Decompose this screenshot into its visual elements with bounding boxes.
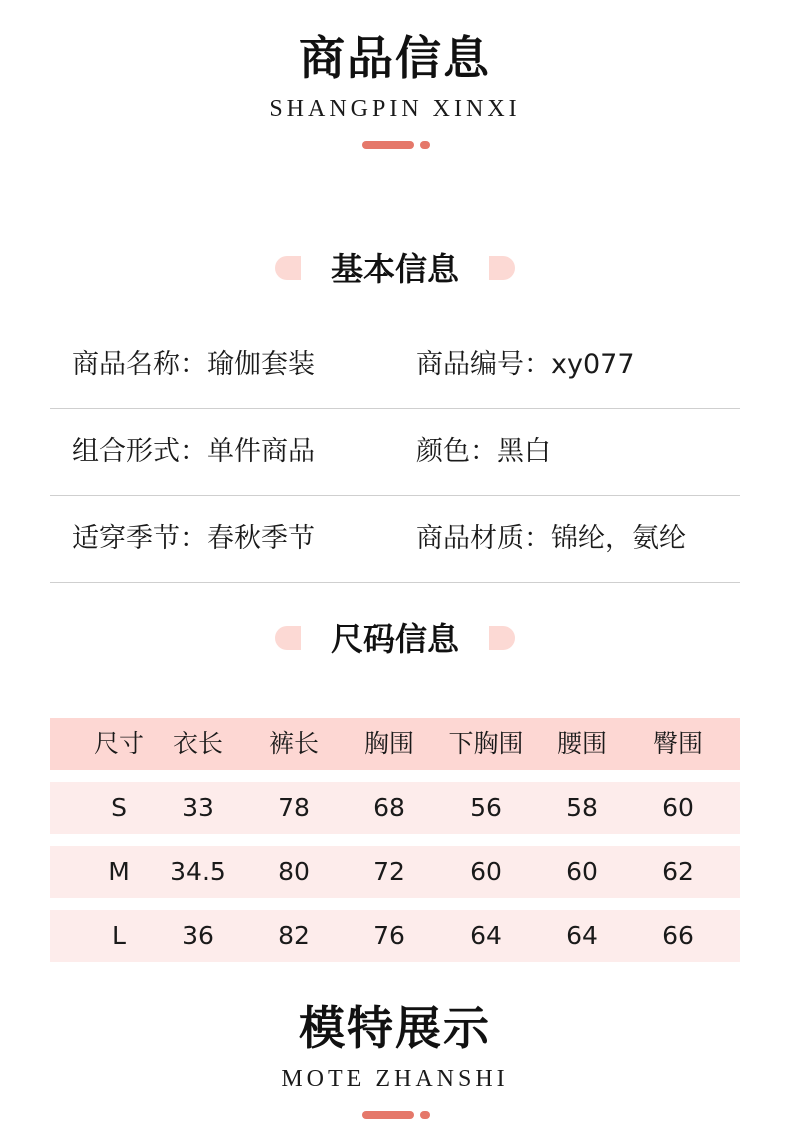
cell-size: M [108, 857, 130, 886]
underline-dot [420, 141, 430, 149]
capsule-right-decoration [489, 256, 515, 280]
header-size: 尺寸 [93, 729, 144, 758]
suitable-season: 适穿季节：春秋季节 [72, 523, 315, 554]
product-info-subtitle: SHANGPIN XINXI [269, 96, 521, 122]
model-display-header [0, 1000, 790, 1119]
header-hip: 臀围 [652, 729, 703, 758]
cell-size: L [112, 921, 126, 950]
product-color: 颜色：黑白 [416, 436, 551, 467]
cell-bust: 68 [373, 793, 405, 822]
decorative-underline [355, 1111, 435, 1119]
cell-waist: 58 [566, 793, 598, 822]
header-top-length: 衣长 [172, 729, 223, 758]
product-info-title: 商品信息 [299, 31, 491, 85]
model-display-subtitle: MOTE ZHANSHI [281, 1066, 509, 1092]
underline-dot [420, 1111, 430, 1119]
decorative-underline [355, 141, 435, 149]
product-name: 商品名称：瑜伽套装 [72, 349, 315, 380]
capsule-right-decoration [489, 626, 515, 650]
cell-pants-length: 82 [278, 921, 310, 950]
product-material: 商品材质：锦纶，氨纶 [416, 523, 686, 554]
capsule-left-decoration [275, 626, 301, 650]
info-row [50, 322, 740, 408]
cell-bust: 72 [373, 857, 405, 886]
cell-top-length: 33 [182, 793, 214, 822]
cell-waist: 64 [566, 921, 598, 950]
header-underbust: 下胸围 [448, 729, 524, 758]
cell-underbust: 64 [470, 921, 502, 950]
product-code: 商品编号：xy077 [416, 349, 635, 380]
cell-hip: 66 [662, 921, 694, 950]
product-info-header [0, 30, 790, 149]
underline-bar [362, 141, 414, 149]
size-table-header-row [50, 718, 740, 770]
table-row [50, 846, 740, 898]
capsule-left-decoration [275, 256, 301, 280]
info-row [50, 496, 740, 582]
cell-hip: 62 [662, 857, 694, 886]
row-divider [50, 582, 740, 583]
header-bust: 胸围 [363, 729, 414, 758]
basic-info-section-title [0, 244, 790, 294]
cell-underbust: 60 [470, 857, 502, 886]
table-row [50, 910, 740, 962]
info-row [50, 409, 740, 495]
cell-waist: 60 [566, 857, 598, 886]
header-waist: 腰围 [556, 729, 607, 758]
model-display-title: 模特展示 [299, 1001, 491, 1055]
cell-size: S [111, 793, 127, 822]
header-pants-length: 裤长 [268, 729, 319, 758]
basic-info-title: 基本信息 [330, 250, 459, 288]
cell-pants-length: 78 [278, 793, 310, 822]
underline-bar [362, 1111, 414, 1119]
cell-pants-length: 80 [278, 857, 310, 886]
cell-underbust: 56 [470, 793, 502, 822]
combination-type: 组合形式：单件商品 [72, 436, 315, 467]
table-row [50, 782, 740, 834]
cell-top-length: 36 [182, 921, 214, 950]
size-info-section-title [0, 614, 790, 664]
cell-top-length: 34.5 [170, 857, 226, 886]
size-info-title: 尺码信息 [330, 620, 459, 658]
cell-hip: 60 [662, 793, 694, 822]
cell-bust: 76 [373, 921, 405, 950]
